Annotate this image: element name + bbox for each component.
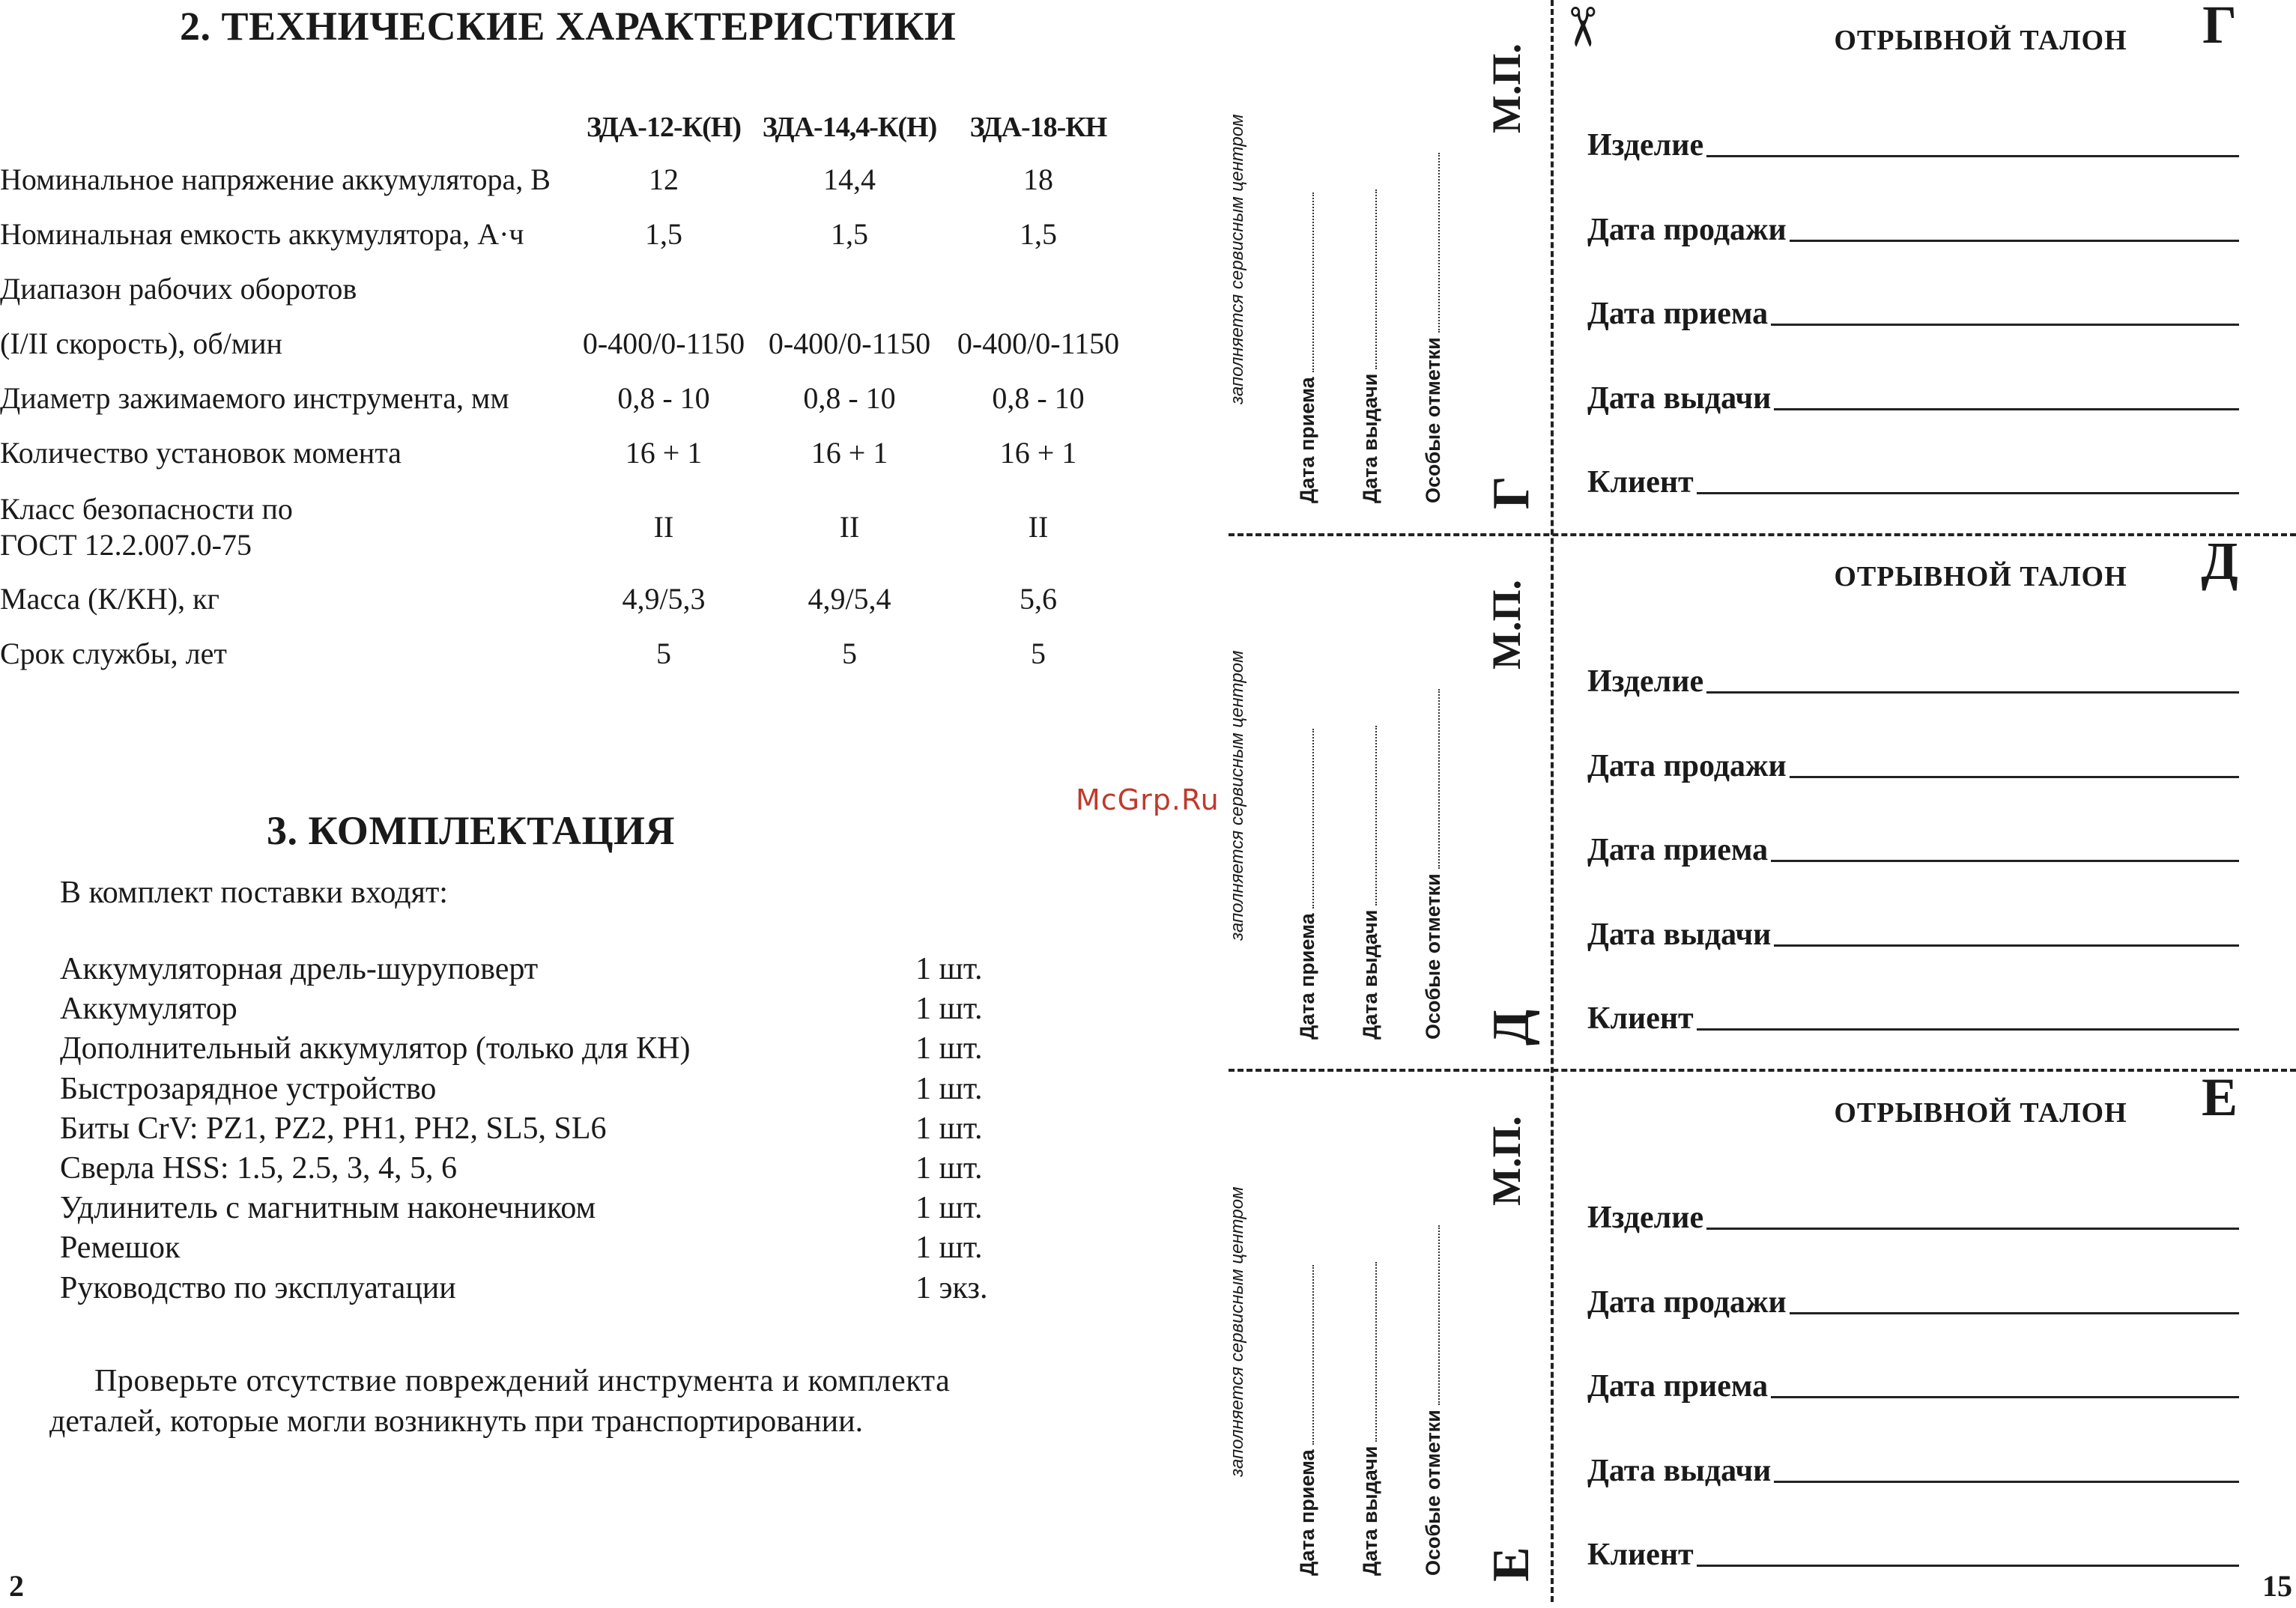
spec-label: Номинальная емкость аккумулятора, А·ч (0, 217, 524, 251)
coupon-field-line[interactable] (1790, 776, 2239, 778)
spec-label-cont: ГОСТ 12.2.007.0-75 (0, 528, 252, 562)
stub-letter: Г (1482, 476, 1540, 509)
stub-field-dots (1294, 729, 1314, 908)
stub-service-note: заполняется сервисным центром (1227, 114, 1247, 404)
coupon-field-line[interactable] (1774, 408, 2239, 410)
kit-title: 3. КОМПЛЕКТАЦИЯ (267, 808, 676, 853)
coupon-field[interactable] (1587, 293, 2239, 332)
page-number-left: 2 (9, 1569, 24, 1603)
stub-field-label: Дата приема (1296, 913, 1318, 1040)
kit-item-name: Ремешок (60, 1231, 181, 1266)
stub-field-label: Дата выдачи (1359, 373, 1381, 503)
coupon-field-label: Изделие (1587, 128, 1704, 163)
coupon-field-line[interactable] (1790, 1312, 2239, 1314)
coupon-field[interactable] (1587, 209, 2239, 248)
coupon-field[interactable] (1587, 461, 2239, 500)
stub-field-dots (1357, 1262, 1377, 1442)
spec-row (0, 271, 1139, 316)
coupon-field[interactable] (1587, 124, 2239, 163)
coupon-field-label: Клиент (1587, 465, 1694, 500)
spec-value: 0,8 - 10 (992, 381, 1085, 415)
kit-item-qty: 1 экз. (915, 1270, 988, 1305)
kit-item-name: Сверла HSS: 1.5, 2.5, 3, 4, 5, 6 (60, 1151, 458, 1186)
coupon-field-label: Дата приема (1587, 833, 1769, 867)
note-line-2: деталей, которые могли возникнуть при транспортировании. (49, 1404, 864, 1439)
model-header-2: ЗДА-14,4-К(Н) (762, 112, 937, 143)
spec-label: (I/II скорость), об/мин (0, 327, 282, 360)
coupon-letter: Г (2202, 0, 2237, 55)
spec-row (0, 491, 1139, 574)
kit-item-name: Аккумуляторная дрель-шуруповерт (60, 952, 539, 986)
coupon-field[interactable] (1587, 914, 2239, 953)
kit-item-name: Удлинитель с магнитным наконечником (60, 1191, 596, 1226)
watermark: McGrp.Ru (1076, 783, 1220, 816)
coupon-field-label: Дата выдачи (1587, 1453, 1772, 1488)
kit-item-qty: 1 шт. (915, 952, 983, 986)
spec-value: 4,9/5,3 (622, 582, 706, 616)
coupon-field-label: Дата продажи (1587, 748, 1787, 783)
stub-field-dots (1420, 153, 1440, 333)
stub-field (1357, 726, 1382, 1040)
coupon-field-label: Клиент (1587, 1538, 1694, 1572)
coupon-field[interactable] (1587, 1450, 2239, 1489)
spec-row (0, 162, 1139, 207)
coupon-field-label: Дата выдачи (1587, 917, 1772, 952)
stub-field-label: Дата выдачи (1359, 909, 1381, 1040)
coupon-field-line[interactable] (1706, 1228, 2239, 1230)
spec-value: 16 + 1 (999, 436, 1077, 470)
spec-value: 1,5 (645, 217, 682, 251)
spec-label: Количество установок момента (0, 436, 402, 470)
spec-value: II (1028, 510, 1049, 544)
stub-field (1357, 1262, 1382, 1576)
coupon-field-label: Дата приема (1587, 1369, 1769, 1404)
coupon-field-label: Дата приема (1587, 297, 1769, 331)
spec-value: 1,5 (831, 217, 868, 251)
stamp-label: М.П. (1484, 1116, 1529, 1206)
spec-value: 12 (649, 163, 679, 196)
spec-label: Срок службы, лет (0, 637, 227, 670)
spec-value: 5 (1031, 637, 1046, 670)
coupon-letter: Д (2201, 531, 2238, 591)
coupon-field[interactable] (1587, 745, 2239, 784)
spec-value: 0-400/0-1150 (768, 327, 931, 360)
spec-value: 16 + 1 (625, 436, 703, 470)
coupon-field[interactable] (1587, 661, 2239, 700)
stub-field-dots (1420, 689, 1440, 869)
spec-value: 18 (1023, 163, 1053, 196)
coupon-field-line[interactable] (1790, 240, 2239, 242)
coupon-field-line[interactable] (1771, 860, 2239, 862)
stub-field (1294, 192, 1319, 503)
coupon-field-label: Дата продажи (1587, 1284, 1787, 1320)
stub-field-label: Дата выдачи (1359, 1445, 1381, 1576)
coupon-field-label: Дата выдачи (1587, 380, 1772, 416)
kit-item-qty: 1 шт. (915, 1191, 983, 1226)
spec-value: II (653, 510, 674, 544)
spec-value: 0-400/0-1150 (957, 327, 1120, 360)
spec-label: Класс безопасности по (0, 492, 293, 526)
coupon-field-line[interactable] (1697, 492, 2239, 494)
scissors-icon: ✂ (1551, 4, 1611, 50)
coupon-stub (1199, 0, 1552, 536)
stamp-label: М.П. (1484, 43, 1529, 133)
stub-service-note: заполняется сервисным центром (1227, 1186, 1247, 1477)
stub-field-dots (1294, 1265, 1314, 1445)
coupon-title: ОТРЫВНОЙ ТАЛОН (1834, 25, 2127, 56)
coupon-field-line[interactable] (1706, 691, 2239, 694)
coupon-field[interactable] (1587, 377, 2239, 416)
coupon-field[interactable] (1587, 1365, 2239, 1404)
stub-field-label: Дата приема (1296, 1449, 1318, 1576)
coupon-field-line[interactable] (1706, 155, 2239, 157)
coupon-field-label: Дата продажи (1587, 212, 1787, 247)
kit-item-name: Дополнительный аккумулятор (только для КН) (60, 1031, 691, 1067)
spec-label: Масса (К/КН), кг (0, 582, 219, 616)
note-line-1: Проверьте отсутствие повреждений инструмента и комплекта (94, 1364, 951, 1398)
kit-item-qty: 1 шт. (915, 1031, 983, 1067)
stub-field-label: Особые отметки (1422, 873, 1444, 1040)
kit-intro: В комплект поставки входят: (60, 876, 448, 910)
coupon-field-line[interactable] (1697, 1565, 2239, 1567)
spec-row (0, 581, 1139, 626)
stub-field-dots (1294, 192, 1314, 372)
stub-field-label: Особые отметки (1422, 1410, 1444, 1576)
spec-value: 5 (842, 637, 857, 670)
kit-item-name: Аккумулятор (60, 992, 237, 1027)
specs-title: 2. ТЕХНИЧЕСКИЕ ХАРАКТЕРИСТИКИ (180, 4, 957, 49)
coupon-stub (1199, 536, 1552, 1072)
model-header-3: ЗДА-18-КН (969, 112, 1107, 143)
coupon-title: ОТРЫВНОЙ ТАЛОН (1834, 561, 2127, 592)
spec-value: 16 + 1 (811, 436, 888, 470)
coupon-field[interactable] (1587, 1534, 2239, 1573)
coupon-field-label: Клиент (1587, 1001, 1694, 1036)
spec-value: II (839, 510, 860, 544)
kit-item-qty: 1 шт. (915, 1071, 983, 1106)
coupon-field-label: Изделие (1587, 664, 1704, 699)
spec-value: 0,8 - 10 (617, 381, 710, 415)
stub-field-label: Дата приема (1296, 377, 1318, 503)
spec-row (0, 435, 1139, 480)
coupon-field-label: Изделие (1587, 1201, 1704, 1235)
spec-value: 5 (656, 637, 671, 670)
coupon-field[interactable] (1587, 1197, 2239, 1236)
model-header-1: ЗДА-12-К(Н) (586, 112, 742, 143)
spec-value: 0,8 - 10 (803, 381, 896, 415)
spec-value: 0-400/0-1150 (582, 327, 745, 360)
spec-value: 4,9/5,4 (808, 582, 891, 616)
kit-item-qty: 1 шт. (915, 1111, 983, 1146)
stub-field (1420, 1225, 1445, 1576)
spec-label: Диаметр зажимаемого инструмента, мм (0, 381, 509, 415)
spec-value: 1,5 (1020, 217, 1057, 251)
coupon-field-line[interactable] (1697, 1028, 2239, 1031)
coupon-field[interactable] (1587, 1281, 2239, 1320)
kit-item-name: Руководство по эксплуатации (60, 1270, 456, 1305)
stub-service-note: заполняется сервисным центром (1227, 650, 1247, 941)
spec-value: 5,6 (1020, 582, 1057, 616)
spec-value: 14,4 (823, 163, 876, 196)
coupon-stub (1199, 1072, 1552, 1608)
kit-item-name: Быстрозарядное устройство (60, 1071, 437, 1106)
coupon-field-line[interactable] (1771, 324, 2239, 326)
kit-item-qty: 1 шт. (915, 992, 983, 1027)
spec-row (0, 216, 1139, 261)
kit-item-name: Биты CrV: PZ1, PZ2, PH1, PH2, SL5, SL6 (60, 1111, 607, 1146)
stub-letter: Е (1482, 1547, 1540, 1582)
stub-field-label: Особые отметки (1422, 337, 1444, 503)
coupon-2 (1199, 531, 2296, 1072)
spec-row (0, 636, 1139, 681)
coupon-field-line[interactable] (1771, 1396, 2239, 1398)
spec-row (0, 326, 1139, 371)
stub-field (1294, 729, 1319, 1040)
coupon-field-line[interactable] (1774, 944, 2239, 947)
coupon-letter: Е (2201, 1067, 2238, 1127)
stub-field-dots (1357, 189, 1377, 369)
coupon-3 (1199, 1067, 2296, 1608)
stub-field (1294, 1265, 1319, 1576)
stub-field-dots (1357, 726, 1377, 905)
spec-label: Номинальное напряжение аккумулятора, В (0, 163, 551, 196)
coupon-field[interactable] (1587, 998, 2239, 1037)
spec-label: Диапазон рабочих оборотов (0, 272, 357, 306)
page-number-right: 15 (2262, 1569, 2292, 1603)
coupon-field[interactable] (1587, 829, 2239, 868)
coupon-1 (1199, 0, 2296, 536)
stub-letter: Д (1482, 1009, 1540, 1046)
stub-field-dots (1420, 1225, 1440, 1405)
spec-row (0, 380, 1139, 425)
kit-item-qty: 1 шт. (915, 1151, 983, 1186)
stub-field (1420, 153, 1445, 503)
stub-field (1357, 189, 1382, 503)
stamp-label: М.П. (1484, 580, 1529, 670)
coupon-field-line[interactable] (1774, 1481, 2239, 1483)
stub-field (1420, 689, 1445, 1040)
coupon-title: ОТРЫВНОЙ ТАЛОН (1834, 1097, 2127, 1129)
kit-item-qty: 1 шт. (915, 1231, 983, 1266)
